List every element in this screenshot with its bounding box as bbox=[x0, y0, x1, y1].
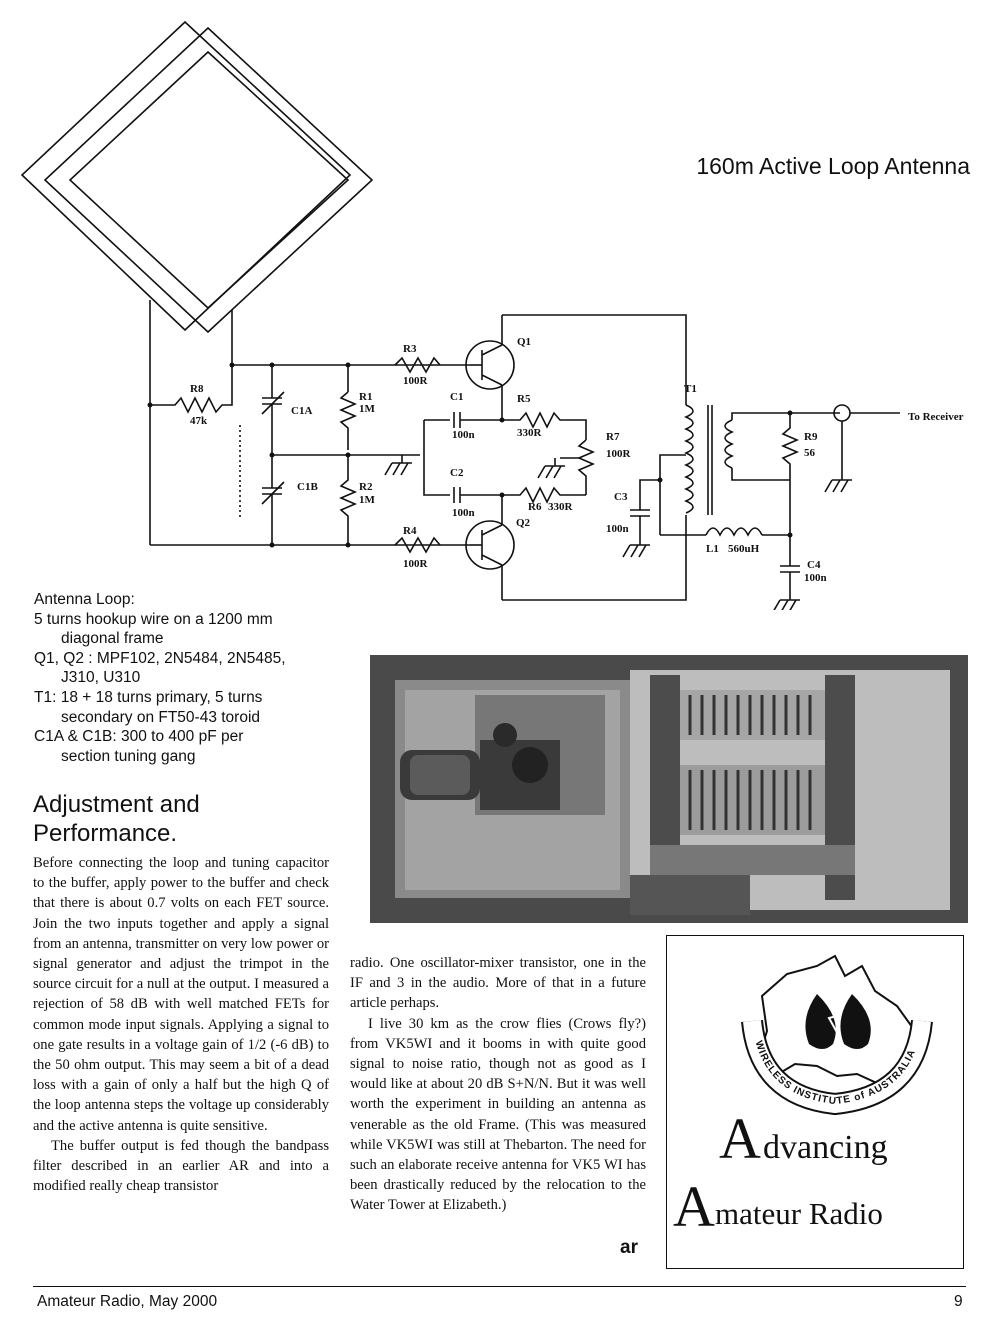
parts-line: C1A & C1B: 300 to 400 pF per bbox=[34, 728, 244, 746]
value-r7: 100R bbox=[606, 448, 631, 460]
label-c3: C3 bbox=[614, 491, 628, 503]
circuit-photo bbox=[370, 655, 968, 923]
paragraph: The buffer output is fed though the bandpass filter described in an earlier AR and into a modified really cheap transistor bbox=[33, 1137, 329, 1195]
label-c4: C4 bbox=[807, 559, 821, 571]
loop-antenna bbox=[22, 22, 372, 545]
value-r6: 330R bbox=[548, 501, 573, 513]
label-q2: Q2 bbox=[516, 517, 531, 529]
value-r8: 47k bbox=[190, 415, 208, 427]
footer-rule bbox=[33, 1286, 966, 1287]
section-heading-line2: Performance. bbox=[33, 820, 178, 847]
value-c2: 100n bbox=[452, 507, 475, 519]
page-number: 9 bbox=[954, 1293, 963, 1310]
parts-heading: Antenna Loop: bbox=[34, 591, 135, 608]
parts-line: J310, U310 bbox=[61, 669, 141, 687]
label-r2: R2 bbox=[359, 481, 373, 493]
logo-ring-text: WIRELESS INSTITUTE of AUSTRALIA bbox=[752, 1039, 919, 1108]
label-r6: R6 bbox=[528, 501, 542, 513]
value-r2: 1M bbox=[359, 494, 375, 506]
section-heading bbox=[33, 790, 333, 848]
article-end-mark: ar bbox=[620, 1237, 638, 1258]
label-r5: R5 bbox=[517, 393, 531, 405]
parts-line: Q1, Q2 : MPF102, 2N5484, 2N5485, bbox=[34, 649, 286, 667]
label-r4: R4 bbox=[403, 525, 417, 537]
parts-line: section tuning gang bbox=[61, 747, 196, 765]
value-c3: 100n bbox=[606, 523, 629, 535]
wia-advert bbox=[666, 935, 964, 1269]
label-r1: R1 bbox=[359, 391, 373, 403]
logo-line1-rest: dvancing bbox=[763, 1129, 888, 1166]
label-c2: C2 bbox=[450, 467, 464, 479]
label-t1: T1 bbox=[684, 383, 697, 395]
label-r8: R8 bbox=[190, 383, 204, 395]
paragraph: Before connecting the loop and tuning capacitor to the buffer, apply power to the buffer and check that there is about 0.7 volts on each FET source. Join the two inputs together and apply a signal from an antenna, transmitter on very low power or signal generator and adjust the trimpot in the source circuit for a null at the output. I measured a rejection of 58 dB with well matched FETs for common mode input signals. Applying a signal to one gate results in a voltage gain of 1/2 (-6 dB) to the 50 ohm output. This may seem a bit of a dead loss with a gain of only a half but the high Q of the loop antenna steps the voltage up considerably and the active antenna is quite sensitive. bbox=[33, 855, 329, 1134]
label-c1: C1 bbox=[450, 391, 464, 403]
value-r4: 100R bbox=[403, 558, 428, 570]
paragraph: I live 30 km as the crow flies (Crows fly?) from VK5WI and it booms in with quite good signal to noise ratio, though not as good as I would like at about 20 dB S+N/N. But it was well worth the experiment in building an antenna as venerable as the old Frame. (This was measured while VK5WI was still at Thebarton. The need for such an elaborate receive antenna for VK5 WI has been drastically reduced by the relocation to the Water Tower at Elizabeth.) bbox=[350, 1015, 646, 1214]
value-c1: 100n bbox=[452, 429, 475, 441]
body-column-1 bbox=[33, 853, 329, 1196]
parts-list bbox=[34, 590, 354, 766]
paragraph: radio. One oscillator-mixer transistor, one in the IF and 3 in the audio. More of that in a future article perhaps. bbox=[350, 955, 646, 1012]
parts-line: 5 turns hookup wire on a 1200 mm bbox=[34, 610, 273, 628]
label-c1a: C1A bbox=[291, 405, 313, 417]
section-heading-line1: Adjustment and bbox=[33, 791, 200, 818]
label-q1: Q1 bbox=[517, 336, 532, 348]
circuit-schematic bbox=[0, 0, 1000, 610]
footer-publication: Amateur Radio, May 2000 bbox=[37, 1293, 218, 1310]
value-r3: 100R bbox=[403, 375, 428, 387]
value-l1: 560uH bbox=[728, 543, 760, 555]
logo-cap-a-1: A bbox=[719, 1106, 761, 1171]
to-receiver-label: To Receiver bbox=[908, 411, 964, 423]
article-title: 160m Active Loop Antenna bbox=[696, 153, 970, 179]
value-r9: 56 bbox=[804, 447, 815, 459]
body-column-2 bbox=[350, 953, 646, 1216]
parts-line: T1: 18 + 18 turns primary, 5 turns bbox=[34, 688, 263, 706]
parts-line: diagonal frame bbox=[61, 630, 164, 648]
value-c4: 100n bbox=[804, 572, 827, 584]
label-l1: L1 bbox=[706, 543, 719, 555]
value-r1: 1M bbox=[359, 403, 375, 415]
label-r7: R7 bbox=[606, 431, 620, 443]
label-r3: R3 bbox=[403, 343, 417, 355]
logo-line2-rest: mateur Radio bbox=[715, 1196, 883, 1231]
parts-line: secondary on FT50-43 toroid bbox=[61, 708, 261, 726]
value-r5: 330R bbox=[517, 427, 542, 439]
wia-logo bbox=[667, 936, 965, 1270]
logo-cap-a-2: A bbox=[673, 1174, 715, 1239]
label-c1b: C1B bbox=[297, 481, 318, 493]
label-r9: R9 bbox=[804, 431, 818, 443]
